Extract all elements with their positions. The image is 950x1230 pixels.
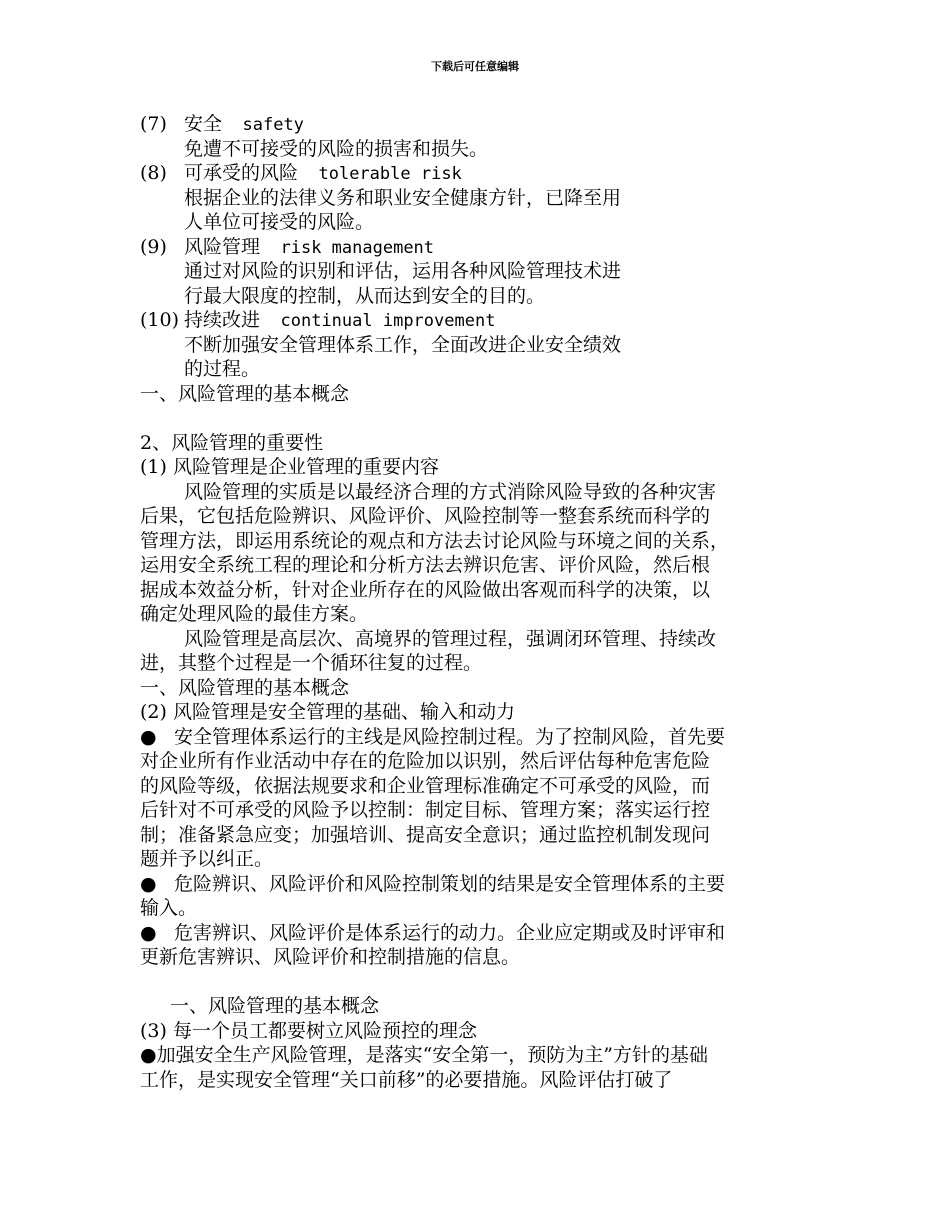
term-desc: 不断加强安全管理体系工作，全面改进企业安全绩效 xyxy=(184,333,622,356)
bullet-icon: ● xyxy=(140,1044,157,1066)
bullet-line: ● 危险辨识、风险评价和风险控制策划的结果是安全管理体系的主要 xyxy=(140,872,726,895)
bullet-line: ●加强安全生产风险管理，是落实“安全第一，预防为主”方针的基础 xyxy=(140,1044,709,1066)
term-desc: 根据企业的法律义务和职业安全健康方针，已降至用 xyxy=(184,186,622,209)
term-desc: 行最大限度的控制，从而达到安全的目的。 xyxy=(184,284,546,307)
term-en: tolerable risk xyxy=(318,164,462,184)
term-8 xyxy=(140,161,820,186)
bullet-line: ● 安全管理体系运行的主线是风险控制过程。为了控制风险，首先要 xyxy=(140,725,726,748)
section-heading: 一、风险管理的基本概念 xyxy=(170,995,380,1017)
page-header: 下载后可任意编辑 xyxy=(431,60,519,73)
paragraph-line: 风险管理是高层次、高境界的管理过程，强调闭环管理、持续改 xyxy=(184,627,717,650)
document-body xyxy=(140,112,820,1092)
term-7 xyxy=(140,112,820,137)
section-heading: 一、风险管理的基本概念 xyxy=(140,382,350,405)
bullet-line-cont: 题并予以纠正。 xyxy=(140,848,274,870)
term-desc: 免遭不可接受的风险的损害和损失。 xyxy=(184,137,489,160)
term-number: (8) xyxy=(140,162,167,184)
bullet-icon: ● xyxy=(140,872,157,895)
term-number: (9) xyxy=(140,235,167,258)
point-3-title: (3) 每一个员工都要树立风险预控的理念 xyxy=(140,1019,477,1042)
term-en: safety xyxy=(242,115,304,135)
term-cn: 持续改进 xyxy=(184,309,261,331)
bullet-line-cont: 输入。 xyxy=(140,897,198,919)
bullet-icon: ● xyxy=(140,921,157,944)
bullet-line-cont: 后针对不可承受的风险予以控制：制定目标、管理方案；落实运行控 xyxy=(140,799,711,821)
term-9 xyxy=(140,235,820,260)
paragraph-line: 进，其整个过程是一个循环往复的过程。 xyxy=(140,652,483,674)
bullet-line-cont: 的风险等级，依据法规要求和企业管理标准确定不可承受的风险，而 xyxy=(140,774,711,797)
bullet-line-cont: 工作，是实现安全管理“关口前移”的必要措施。风险评估打破了 xyxy=(140,1068,673,1091)
point-1-title: (1) 风险管理是企业管理的重要内容 xyxy=(140,456,439,478)
bullet-line: ● 危害辨识、风险评价是体系运行的动力。企业应定期或及时评审和 xyxy=(140,921,726,944)
section-heading: 一、风险管理的基本概念 xyxy=(140,676,350,699)
bullet-line-cont: 对企业所有作业活动中存在的危险加以识别，然后评估每种危害危险 xyxy=(140,750,711,772)
point-2-title: (2) 风险管理是安全管理的基础、输入和动力 xyxy=(140,701,515,723)
term-cn: 可承受的风险 xyxy=(184,162,299,184)
paragraph-line: 运用安全系统工程的理论和分析方法去辨识危害、评价风险，然后根 xyxy=(140,554,711,576)
term-desc: 人单位可接受的风险。 xyxy=(184,211,375,233)
term-desc: 的过程。 xyxy=(184,358,261,380)
term-number: (10) xyxy=(140,309,180,331)
term-cn: 风险管理 xyxy=(184,235,261,258)
paragraph-line: 据成本效益分析，针对企业所存在的风险做出客观而科学的决策，以 xyxy=(140,578,711,601)
term-10 xyxy=(140,308,820,333)
bullet-line-cont: 制；准备紧急应变；加强培训、提高安全意识；通过监控机制发现问 xyxy=(140,823,711,846)
term-desc: 通过对风险的识别和评估，运用各种风险管理技术进 xyxy=(184,260,622,282)
subsection-heading: 2、风险管理的重要性 xyxy=(140,431,324,454)
term-en: risk management xyxy=(280,237,435,258)
paragraph-line: 管理方法，即运用系统论的观点和方法去讨论风险与环境之间的关系， xyxy=(140,529,730,552)
term-cn: 安全 xyxy=(184,113,223,135)
paragraph-line: 后果，它包括危险辨识、风险评价、风险控制等一整套系统而科学的 xyxy=(140,505,711,527)
term-en: continual improvement xyxy=(280,311,496,331)
term-number: (7) xyxy=(140,113,167,135)
bullet-line-cont: 更新危害辨识、风险评价和控制措施的信息。 xyxy=(140,946,521,968)
paragraph-line: 确定处理风险的最佳方案。 xyxy=(140,603,369,625)
bullet-icon: ● xyxy=(140,725,157,748)
paragraph-line: 风险管理的实质是以最经济合理的方式消除风险导致的各种灾害 xyxy=(184,480,717,503)
